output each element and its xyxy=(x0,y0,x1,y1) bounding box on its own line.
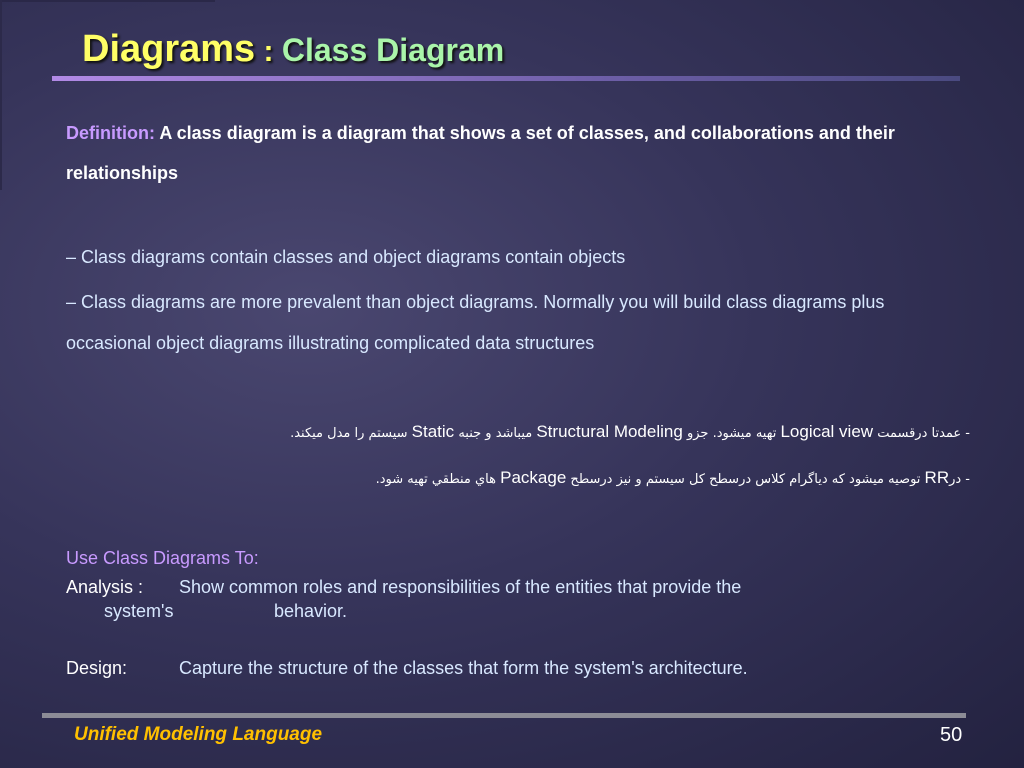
title-sub: Class Diagram xyxy=(281,32,505,68)
design-row xyxy=(66,658,748,679)
slide-title xyxy=(82,28,504,71)
persian-text: ميباشد و جنبه xyxy=(454,426,537,441)
definition-text: A class diagram is a diagram that shows a set of classes, and collaborations and their relationships xyxy=(66,123,895,183)
latin-term: RR xyxy=(924,468,950,487)
top-decor-strip xyxy=(0,0,215,2)
title-underline xyxy=(52,76,960,81)
persian-text: تهيه ميشود. جزو xyxy=(682,426,781,441)
latin-term: Structural Modeling xyxy=(536,422,683,441)
latin-term: Logical view xyxy=(780,422,874,441)
use-heading: Use Class Diagrams To: xyxy=(66,548,259,568)
analysis-text: Show common roles and responsibilities of the entities that provide the xyxy=(179,577,742,597)
title-separator: : xyxy=(255,35,282,68)
analysis-continuation-a: system's xyxy=(104,601,174,621)
persian-note xyxy=(70,422,970,442)
design-text: Capture the structure of the classes that form the system's architecture. xyxy=(179,658,748,678)
analysis-row xyxy=(66,577,742,598)
left-decor-band xyxy=(0,0,2,190)
title-main: Diagrams xyxy=(82,28,256,70)
analysis-label: Analysis : xyxy=(66,577,144,597)
page-number: 50 xyxy=(940,724,963,746)
definition-paragraph xyxy=(66,113,946,193)
latin-term: Package xyxy=(500,468,567,487)
persian-text: - عمدتا درقسمت xyxy=(873,426,970,441)
footer-divider xyxy=(42,713,966,718)
bullet-item: – Class diagrams contain classes and object diagrams contain objects xyxy=(66,247,626,267)
definition-label: Definition: xyxy=(66,123,155,143)
persian-text: هاي منطقي تهيه شود. xyxy=(375,472,501,487)
analysis-continuation-b: behavior. xyxy=(274,601,348,621)
persian-text: - در xyxy=(949,472,970,487)
persian-note xyxy=(70,468,970,488)
bullet-item: – Class diagrams are more prevalent than object diagrams. Normally you will build class diagrams plus occasional object diagrams illustrating complicated data structures xyxy=(66,292,885,353)
design-label: Design: xyxy=(66,658,128,678)
latin-term: Static xyxy=(411,422,455,441)
footer-title: Unified Modeling Language xyxy=(74,724,323,745)
persian-text: توصيه ميشود كه دياگرام كلاس درسطح كل سيستم و نيز درسطح xyxy=(566,472,925,487)
persian-text: سيستم را مدل ميكند. xyxy=(290,426,412,441)
